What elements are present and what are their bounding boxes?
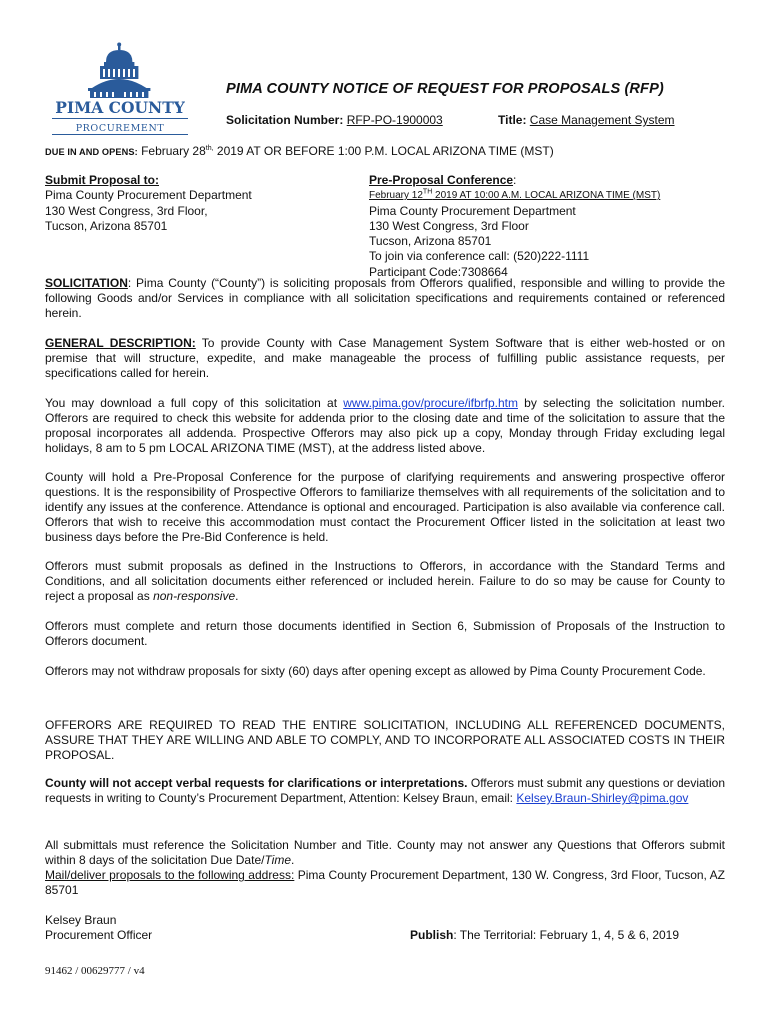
download-text-before: You may download a full copy of this solicitation at xyxy=(45,396,344,410)
solicitation-title-value: Case Management System xyxy=(529,113,675,127)
officer-email-link[interactable]: Kelsey.Braun-Shirley@pima.gov xyxy=(516,791,689,806)
submit-line: Pima County Procurement Department xyxy=(45,188,252,203)
download-text-after: by selecting the solicitation number. Offerors are required to check this website for addenda prior to the closing date and time of the solicitation to assure that the proposal incorporates all addenda. Prospective Offerors may also pick up a copy, Monday through Friday excluding legal holidays, 8 am to 5 pm LOCAL ARIZONA TIME (MST), at the address listed above. xyxy=(45,396,725,456)
mail-label: Mail/deliver proposals to the following address: xyxy=(45,868,295,883)
conference-date-suffix: 2019 AT 10:00 A.M. LOCAL ARIZONA TIME (MST) xyxy=(432,190,661,202)
submit-requirements-text: Offerors must submit proposals as defined in the Instructions to Offerors, in accordance with the Standard Terms and Conditions, and all solicitation documents either referenced or included herein. Failure to do so may be cause for County to reject a proposal as xyxy=(45,559,725,604)
solicitation-number-value: RFP-PO-1900003 xyxy=(346,113,443,127)
submittals-paragraph xyxy=(45,838,725,898)
solicitation-title xyxy=(498,113,675,127)
complete-documents-paragraph: Offerors must complete and return those documents identified in Section 6, Submission of Proposals of the Instruction to Offerors document. xyxy=(45,619,725,649)
conference-date-prefix: February 12 xyxy=(369,190,423,202)
download-paragraph xyxy=(45,396,725,456)
preproposal-paragraph: County will hold a Pre-Proposal Conference for the purpose of clarifying requirements and answering prospective offeror questions. It is the responsibility of Prospective Offerors to familiarize themselves with all requirements of the solicitation and to identify any issues at the conference. Attendance is optional and encouraged. Participation is also available via conference call. Offerors that wish to receive this accommodation must contact the Procurement Officer listed in the solicitation at least two business days before the Pre-Bid Conference is held. xyxy=(45,470,725,545)
conference-line: Pima County Procurement Department xyxy=(369,203,576,218)
due-date-sup: th, xyxy=(205,145,214,152)
non-responsive-term: non-responsive xyxy=(153,589,236,604)
conference-heading-colon: : xyxy=(513,173,517,187)
conference-line: Participant Code:7308664 xyxy=(369,264,508,279)
conference-line: 130 West Congress, 3rd Floor xyxy=(369,218,529,233)
publish-label: Publish xyxy=(410,928,454,942)
pima-county-procurement-logo xyxy=(48,42,192,136)
conference-heading: Pre-Proposal Conference xyxy=(369,173,514,187)
submit-line: Tucson, Arizona 85701 xyxy=(45,218,168,233)
solicitation-download-link[interactable]: www.pima.gov/procure/ifbrfp.htm xyxy=(343,396,518,410)
solicitation-number-label: Solicitation Number: xyxy=(226,113,344,127)
solicitation-paragraph xyxy=(45,276,725,321)
due-label: DUE IN AND OPENS: xyxy=(45,147,138,157)
officer-name: Kelsey Braun xyxy=(45,913,117,927)
submittals-end: . xyxy=(291,853,295,868)
logo-subtext: PROCUREMENT xyxy=(75,123,165,134)
publish-text: : The Territorial: February 1, 4, 5 & 6, 2019 xyxy=(453,928,680,942)
solicitation-heading: SOLICITATION xyxy=(45,276,128,290)
solicitation-title-label: Title: xyxy=(498,113,527,127)
conference-date-sup: TH xyxy=(422,188,433,196)
officer-title: Procurement Officer xyxy=(45,928,153,943)
submit-requirements-end: . xyxy=(235,589,239,604)
general-description-paragraph xyxy=(45,336,725,381)
caps-notice-paragraph: OFFERORS ARE REQUIRED TO READ THE ENTIRE SOLICITATION, INCLUDING ALL REFERENCED DOCUMENTS, ASSURE THAT THEY ARE WILLING AND ABLE TO COMPLY, AND TO INCORPORATE ALL ASSOCIATED COSTS IN THEIR PROPOSAL. xyxy=(45,718,725,763)
document-code: 91462 / 00629777 / v4 xyxy=(45,965,145,977)
general-heading: GENERAL DESCRIPTION: xyxy=(45,336,196,350)
submit-heading: Submit Proposal to: xyxy=(45,173,159,187)
conference-line: To join via conference call: (520)222-1111 xyxy=(369,249,590,264)
submittals-text: All submittals must reference the Solicitation Number and Title. County may not answer any Questions that Offerors submit within 8 days of the solicitation Due Date/ xyxy=(45,838,725,868)
conference-line: Tucson, Arizona 85701 xyxy=(369,234,492,249)
publish-line xyxy=(410,928,679,942)
verbal-text: Offerors must submit any questions or deviation requests in writing to County’s Procurement Department, Attention: Kelsey Braun, email: xyxy=(45,776,726,806)
page-title: PIMA COUNTY NOTICE OF REQUEST FOR PROPOSALS (RFP) xyxy=(226,81,664,97)
pre-proposal-conference-block xyxy=(369,173,660,280)
logo-wordmark: PIMA COUNTY xyxy=(55,98,185,117)
conference-date xyxy=(369,188,660,203)
submittals-italic: Time xyxy=(264,853,292,868)
verbal-requests-paragraph xyxy=(45,776,725,806)
withdraw-paragraph: Offerors may not withdraw proposals for sixty (60) days after opening except as allowed by Pima County Procurement Code. xyxy=(45,664,706,678)
solicitation-text: : Pima County (“County”) is soliciting proposals from Offerors qualified, responsible and willing to provide the following Goods and/or Services in compliance with all solicitation specifications and requirements contained or referenced herein. xyxy=(45,276,725,321)
due-date-line xyxy=(45,144,554,158)
due-date-prefix: February 28 xyxy=(141,144,206,158)
due-date-suffix: 2019 AT OR BEFORE 1:00 P.M. LOCAL ARIZONA TIME (MST) xyxy=(213,144,554,158)
general-text: To provide County with Case Management System Software that is either web-hosted or on premise that will structure, expedite, and make manageable the process of fulfilling public assistance requests, per specifications called for herein. xyxy=(45,336,726,381)
procurement-officer-block xyxy=(45,913,152,944)
mail-address: Pima County Procurement Department, 130 W. Congress, 3rd Floor, Tucson, AZ 85701 xyxy=(45,868,725,898)
verbal-bold: County will not accept verbal requests for clarifications or interpretations. xyxy=(45,776,468,790)
submit-line: 130 West Congress, 3rd Floor, xyxy=(45,203,208,218)
solicitation-number xyxy=(226,113,443,127)
submit-requirements-paragraph xyxy=(45,559,725,604)
submit-proposal-block xyxy=(45,173,252,234)
